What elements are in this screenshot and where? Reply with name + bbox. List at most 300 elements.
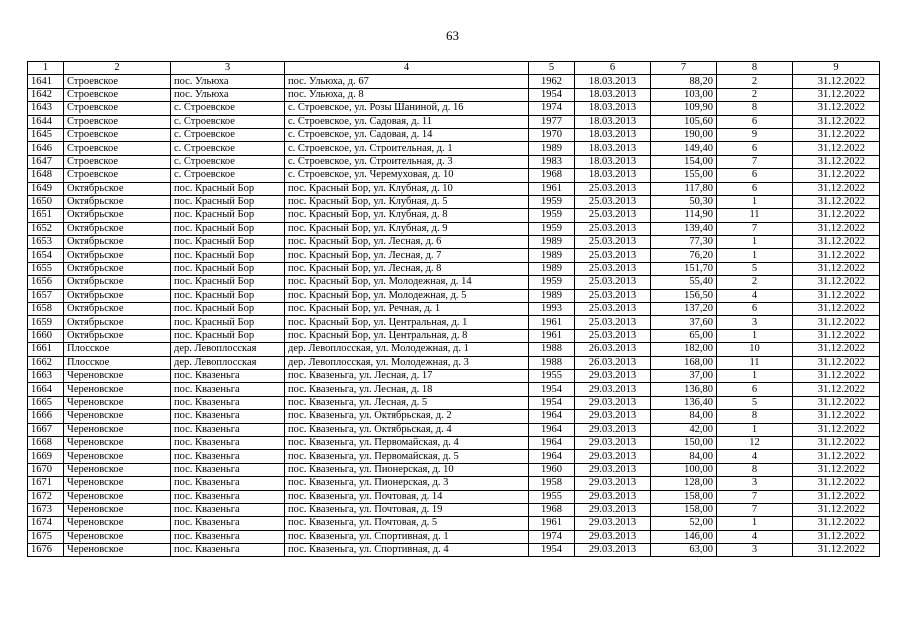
address-cell: с. Строевское, ул. Строительная, д. 1 — [285, 142, 529, 155]
column-header-6: 6 — [575, 62, 651, 75]
table-row — [28, 209, 880, 222]
table-row — [28, 503, 880, 516]
area-value-cell: 168,00 — [651, 356, 717, 369]
address-cell: пос. Красный Бор, ул. Лесная, д. 7 — [285, 249, 529, 262]
year-built-cell: 1964 — [529, 410, 575, 423]
year-built-cell: 1961 — [529, 316, 575, 329]
residents-count-cell: 1 — [717, 369, 793, 382]
residents-count-cell: 10 — [717, 343, 793, 356]
area-value-cell: 65,00 — [651, 329, 717, 342]
table-row — [28, 463, 880, 476]
registration-date-cell: 29.03.2013 — [575, 530, 651, 543]
locality-cell: пос. Красный Бор — [171, 316, 285, 329]
residents-count-cell: 1 — [717, 517, 793, 530]
locality-cell: пос. Квазеньга — [171, 369, 285, 382]
table-row — [28, 329, 880, 342]
residents-count-cell: 8 — [717, 410, 793, 423]
deadline-date-cell: 31.12.2022 — [793, 75, 880, 88]
settlement-area-cell: Плосское — [64, 356, 171, 369]
year-built-cell: 1961 — [529, 329, 575, 342]
deadline-date-cell: 31.12.2022 — [793, 343, 880, 356]
deadline-date-cell: 31.12.2022 — [793, 155, 880, 168]
deadline-date-cell: 31.12.2022 — [793, 490, 880, 503]
deadline-date-cell: 31.12.2022 — [793, 128, 880, 141]
column-header-1: 1 — [28, 62, 64, 75]
settlement-area-cell: Строевское — [64, 169, 171, 182]
table-row — [28, 75, 880, 88]
area-value-cell: 158,00 — [651, 490, 717, 503]
locality-cell: с. Строевское — [171, 142, 285, 155]
year-built-cell: 1954 — [529, 88, 575, 101]
column-header-7: 7 — [651, 62, 717, 75]
deadline-date-cell: 31.12.2022 — [793, 276, 880, 289]
settlement-area-cell: Череновское — [64, 530, 171, 543]
table-row — [28, 276, 880, 289]
year-built-cell: 1989 — [529, 142, 575, 155]
deadline-date-cell: 31.12.2022 — [793, 303, 880, 316]
deadline-date-cell: 31.12.2022 — [793, 115, 880, 128]
registration-date-cell: 25.03.2013 — [575, 303, 651, 316]
locality-cell: пос. Ульюха — [171, 88, 285, 101]
row-number-cell: 1674 — [28, 517, 64, 530]
settlement-area-cell: Череновское — [64, 503, 171, 516]
year-built-cell: 1954 — [529, 383, 575, 396]
locality-cell: пос. Красный Бор — [171, 276, 285, 289]
deadline-date-cell: 31.12.2022 — [793, 262, 880, 275]
row-number-cell: 1664 — [28, 383, 64, 396]
residents-count-cell: 7 — [717, 222, 793, 235]
address-cell: пос. Квазеньга, ул. Почтовая, д. 14 — [285, 490, 529, 503]
locality-cell: пос. Квазеньга — [171, 463, 285, 476]
locality-cell: пос. Красный Бор — [171, 209, 285, 222]
area-value-cell: 42,00 — [651, 423, 717, 436]
locality-cell: пос. Квазеньга — [171, 477, 285, 490]
table-row — [28, 544, 880, 557]
year-built-cell: 1961 — [529, 517, 575, 530]
address-cell: пос. Квазеньга, ул. Спортивная, д. 4 — [285, 544, 529, 557]
residents-count-cell: 8 — [717, 102, 793, 115]
locality-cell: пос. Красный Бор — [171, 195, 285, 208]
deadline-date-cell: 31.12.2022 — [793, 142, 880, 155]
settlement-area-cell: Череновское — [64, 477, 171, 490]
address-cell: пос. Красный Бор, ул. Центральная, д. 1 — [285, 316, 529, 329]
address-cell: пос. Квазеньга, ул. Первомайская, д. 5 — [285, 450, 529, 463]
settlement-area-cell: Строевское — [64, 142, 171, 155]
year-built-cell: 1988 — [529, 343, 575, 356]
row-number-cell: 1654 — [28, 249, 64, 262]
row-number-cell: 1646 — [28, 142, 64, 155]
year-built-cell: 1977 — [529, 115, 575, 128]
registration-date-cell: 29.03.2013 — [575, 544, 651, 557]
address-cell: с. Строевское, ул. Садовая, д. 11 — [285, 115, 529, 128]
settlement-area-cell: Октябрьское — [64, 329, 171, 342]
residents-count-cell: 6 — [717, 115, 793, 128]
address-cell: пос. Красный Бор, ул. Молодежная, д. 5 — [285, 289, 529, 302]
settlement-area-cell: Строевское — [64, 128, 171, 141]
registration-date-cell: 29.03.2013 — [575, 450, 651, 463]
settlement-area-cell: Череновское — [64, 517, 171, 530]
area-value-cell: 158,00 — [651, 503, 717, 516]
address-cell: пос. Квазеньга, ул. Лесная, д. 5 — [285, 396, 529, 409]
area-value-cell: 103,00 — [651, 88, 717, 101]
year-built-cell: 1959 — [529, 222, 575, 235]
registration-date-cell: 18.03.2013 — [575, 115, 651, 128]
row-number-cell: 1641 — [28, 75, 64, 88]
residents-count-cell: 9 — [717, 128, 793, 141]
residents-count-cell: 1 — [717, 195, 793, 208]
table-row — [28, 115, 880, 128]
row-number-cell: 1650 — [28, 195, 64, 208]
residents-count-cell: 6 — [717, 182, 793, 195]
area-value-cell: 114,90 — [651, 209, 717, 222]
address-cell: пос. Красный Бор, ул. Центральная, д. 8 — [285, 329, 529, 342]
area-value-cell: 50,30 — [651, 195, 717, 208]
address-cell: дер. Левоплосская, ул. Молодежная, д. 3 — [285, 356, 529, 369]
area-value-cell: 88,20 — [651, 75, 717, 88]
deadline-date-cell: 31.12.2022 — [793, 102, 880, 115]
deadline-date-cell: 31.12.2022 — [793, 329, 880, 342]
settlement-area-cell: Октябрьское — [64, 289, 171, 302]
residents-count-cell: 7 — [717, 503, 793, 516]
locality-cell: с. Строевское — [171, 102, 285, 115]
table-row — [28, 410, 880, 423]
settlement-area-cell: Октябрьское — [64, 195, 171, 208]
year-built-cell: 1989 — [529, 289, 575, 302]
registration-date-cell: 29.03.2013 — [575, 463, 651, 476]
table-row — [28, 155, 880, 168]
registration-date-cell: 18.03.2013 — [575, 155, 651, 168]
row-number-cell: 1668 — [28, 436, 64, 449]
address-cell: пос. Красный Бор, ул. Клубная, д. 9 — [285, 222, 529, 235]
row-number-cell: 1645 — [28, 128, 64, 141]
address-cell: пос. Ульюха, д. 8 — [285, 88, 529, 101]
table-row — [28, 249, 880, 262]
settlement-area-cell: Строевское — [64, 75, 171, 88]
page-number: 63 — [446, 28, 459, 43]
locality-cell: пос. Квазеньга — [171, 544, 285, 557]
locality-cell: пос. Красный Бор — [171, 262, 285, 275]
year-built-cell: 1968 — [529, 503, 575, 516]
row-number-cell: 1663 — [28, 369, 64, 382]
row-number-cell: 1658 — [28, 303, 64, 316]
area-value-cell: 109,90 — [651, 102, 717, 115]
table-row — [28, 222, 880, 235]
area-value-cell: 149,40 — [651, 142, 717, 155]
locality-cell: пос. Красный Бор — [171, 182, 285, 195]
row-number-cell: 1667 — [28, 423, 64, 436]
table-row — [28, 169, 880, 182]
area-value-cell: 137,20 — [651, 303, 717, 316]
settlement-area-cell: Череновское — [64, 450, 171, 463]
locality-cell: пос. Квазеньга — [171, 530, 285, 543]
residents-count-cell: 1 — [717, 329, 793, 342]
deadline-date-cell: 31.12.2022 — [793, 182, 880, 195]
area-value-cell: 154,00 — [651, 155, 717, 168]
table-row — [28, 450, 880, 463]
row-number-cell: 1659 — [28, 316, 64, 329]
row-number-cell: 1666 — [28, 410, 64, 423]
year-built-cell: 1974 — [529, 530, 575, 543]
registration-date-cell: 25.03.2013 — [575, 182, 651, 195]
row-number-cell: 1643 — [28, 102, 64, 115]
area-value-cell: 139,40 — [651, 222, 717, 235]
settlement-area-cell: Строевское — [64, 88, 171, 101]
table-body — [28, 75, 880, 557]
row-number-cell: 1662 — [28, 356, 64, 369]
registration-date-cell: 29.03.2013 — [575, 436, 651, 449]
settlement-area-cell: Октябрьское — [64, 236, 171, 249]
year-built-cell: 1968 — [529, 169, 575, 182]
table-row — [28, 88, 880, 101]
residents-count-cell: 3 — [717, 316, 793, 329]
area-value-cell: 37,60 — [651, 316, 717, 329]
locality-cell: с. Строевское — [171, 128, 285, 141]
year-built-cell: 1989 — [529, 249, 575, 262]
settlement-area-cell: Октябрьское — [64, 276, 171, 289]
year-built-cell: 1955 — [529, 490, 575, 503]
residents-count-cell: 11 — [717, 209, 793, 222]
address-cell: пос. Квазеньга, ул. Пионерская, д. 3 — [285, 477, 529, 490]
registration-date-cell: 25.03.2013 — [575, 289, 651, 302]
area-value-cell: 190,00 — [651, 128, 717, 141]
address-cell: пос. Квазеньга, ул. Октябрьская, д. 2 — [285, 410, 529, 423]
row-number-cell: 1657 — [28, 289, 64, 302]
residents-count-cell: 4 — [717, 530, 793, 543]
area-value-cell: 84,00 — [651, 410, 717, 423]
locality-cell: пос. Квазеньга — [171, 450, 285, 463]
column-header-5: 5 — [529, 62, 575, 75]
registration-date-cell: 29.03.2013 — [575, 490, 651, 503]
area-value-cell: 37,00 — [651, 369, 717, 382]
row-number-cell: 1651 — [28, 209, 64, 222]
residents-count-cell: 7 — [717, 490, 793, 503]
locality-cell: пос. Квазеньга — [171, 383, 285, 396]
locality-cell: пос. Красный Бор — [171, 303, 285, 316]
area-value-cell: 55,40 — [651, 276, 717, 289]
year-built-cell: 1989 — [529, 262, 575, 275]
area-value-cell: 151,70 — [651, 262, 717, 275]
deadline-date-cell: 31.12.2022 — [793, 356, 880, 369]
address-cell: пос. Красный Бор, ул. Лесная, д. 8 — [285, 262, 529, 275]
deadline-date-cell: 31.12.2022 — [793, 209, 880, 222]
registration-date-cell: 25.03.2013 — [575, 249, 651, 262]
year-built-cell: 1970 — [529, 128, 575, 141]
year-built-cell: 1962 — [529, 75, 575, 88]
table-row — [28, 343, 880, 356]
locality-cell: пос. Красный Бор — [171, 236, 285, 249]
locality-cell: пос. Красный Бор — [171, 249, 285, 262]
locality-cell: дер. Левоплосская — [171, 356, 285, 369]
area-value-cell: 156,50 — [651, 289, 717, 302]
area-value-cell: 136,80 — [651, 383, 717, 396]
row-number-cell: 1660 — [28, 329, 64, 342]
residents-count-cell: 1 — [717, 249, 793, 262]
locality-cell: пос. Красный Бор — [171, 329, 285, 342]
year-built-cell: 1955 — [529, 369, 575, 382]
registration-date-cell: 18.03.2013 — [575, 128, 651, 141]
settlement-area-cell: Октябрьское — [64, 316, 171, 329]
deadline-date-cell: 31.12.2022 — [793, 249, 880, 262]
locality-cell: дер. Левоплосская — [171, 343, 285, 356]
year-built-cell: 1964 — [529, 423, 575, 436]
address-cell: с. Строевское, ул. Черемуховая, д. 10 — [285, 169, 529, 182]
deadline-date-cell: 31.12.2022 — [793, 195, 880, 208]
table-row — [28, 490, 880, 503]
locality-cell: с. Строевское — [171, 169, 285, 182]
registration-date-cell: 29.03.2013 — [575, 410, 651, 423]
area-value-cell: 117,80 — [651, 182, 717, 195]
table-row — [28, 530, 880, 543]
deadline-date-cell: 31.12.2022 — [793, 88, 880, 101]
row-number-cell: 1673 — [28, 503, 64, 516]
area-value-cell: 128,00 — [651, 477, 717, 490]
deadline-date-cell: 31.12.2022 — [793, 316, 880, 329]
row-number-cell: 1655 — [28, 262, 64, 275]
table-row — [28, 195, 880, 208]
deadline-date-cell: 31.12.2022 — [793, 544, 880, 557]
year-built-cell: 1974 — [529, 102, 575, 115]
deadline-date-cell: 31.12.2022 — [793, 169, 880, 182]
year-built-cell: 1988 — [529, 356, 575, 369]
settlement-area-cell: Октябрьское — [64, 222, 171, 235]
address-cell: пос. Ульюха, д. 67 — [285, 75, 529, 88]
row-number-cell: 1642 — [28, 88, 64, 101]
address-cell: пос. Квазеньга, ул. Спортивная, д. 1 — [285, 530, 529, 543]
year-built-cell: 1959 — [529, 195, 575, 208]
year-built-cell: 1954 — [529, 544, 575, 557]
row-number-cell: 1672 — [28, 490, 64, 503]
registration-date-cell: 29.03.2013 — [575, 517, 651, 530]
year-built-cell: 1989 — [529, 236, 575, 249]
residents-count-cell: 6 — [717, 169, 793, 182]
residents-count-cell: 5 — [717, 262, 793, 275]
residents-count-cell: 6 — [717, 142, 793, 155]
residents-count-cell: 4 — [717, 289, 793, 302]
row-number-cell: 1670 — [28, 463, 64, 476]
registration-date-cell: 25.03.2013 — [575, 276, 651, 289]
address-cell: с. Строевское, ул. Розы Шаниной, д. 16 — [285, 102, 529, 115]
area-value-cell: 136,40 — [651, 396, 717, 409]
residents-count-cell: 4 — [717, 450, 793, 463]
residents-count-cell: 3 — [717, 477, 793, 490]
address-cell: пос. Красный Бор, ул. Лесная, д. 6 — [285, 236, 529, 249]
table-row — [28, 262, 880, 275]
table-row — [28, 142, 880, 155]
address-cell: пос. Квазеньга, ул. Пионерская, д. 10 — [285, 463, 529, 476]
table-row — [28, 182, 880, 195]
residents-count-cell: 7 — [717, 155, 793, 168]
deadline-date-cell: 31.12.2022 — [793, 289, 880, 302]
registration-date-cell: 29.03.2013 — [575, 477, 651, 490]
locality-cell: пос. Квазеньга — [171, 517, 285, 530]
settlement-area-cell: Череновское — [64, 463, 171, 476]
row-number-cell: 1644 — [28, 115, 64, 128]
area-value-cell: 84,00 — [651, 450, 717, 463]
address-cell: с. Строевское, ул. Строительная, д. 3 — [285, 155, 529, 168]
registration-date-cell: 25.03.2013 — [575, 195, 651, 208]
locality-cell: с. Строевское — [171, 155, 285, 168]
column-header-8: 8 — [717, 62, 793, 75]
settlement-area-cell: Октябрьское — [64, 209, 171, 222]
settlement-area-cell: Плосское — [64, 343, 171, 356]
area-value-cell: 52,00 — [651, 517, 717, 530]
row-number-cell: 1671 — [28, 477, 64, 490]
table-header-row — [28, 62, 880, 75]
address-cell: пос. Красный Бор, ул. Молодежная, д. 14 — [285, 276, 529, 289]
year-built-cell: 1960 — [529, 463, 575, 476]
address-cell: с. Строевское, ул. Садовая, д. 14 — [285, 128, 529, 141]
address-cell: пос. Квазеньга, ул. Первомайская, д. 4 — [285, 436, 529, 449]
residents-count-cell: 6 — [717, 383, 793, 396]
area-value-cell: 146,00 — [651, 530, 717, 543]
deadline-date-cell: 31.12.2022 — [793, 503, 880, 516]
column-header-4: 4 — [285, 62, 529, 75]
deadline-date-cell: 31.12.2022 — [793, 517, 880, 530]
registration-date-cell: 29.03.2013 — [575, 396, 651, 409]
locality-cell: пос. Квазеньга — [171, 423, 285, 436]
settlement-area-cell: Октябрьское — [64, 249, 171, 262]
row-number-cell: 1656 — [28, 276, 64, 289]
settlement-area-cell: Октябрьское — [64, 303, 171, 316]
address-cell: пос. Красный Бор, ул. Клубная, д. 8 — [285, 209, 529, 222]
address-cell: пос. Квазеньга, ул. Октябрьская, д. 4 — [285, 423, 529, 436]
settlement-area-cell: Череновское — [64, 383, 171, 396]
area-value-cell: 155,00 — [651, 169, 717, 182]
table-row — [28, 436, 880, 449]
registration-date-cell: 18.03.2013 — [575, 142, 651, 155]
residents-count-cell: 1 — [717, 236, 793, 249]
deadline-date-cell: 31.12.2022 — [793, 436, 880, 449]
registration-date-cell: 18.03.2013 — [575, 75, 651, 88]
row-number-cell: 1675 — [28, 530, 64, 543]
table-row — [28, 477, 880, 490]
address-cell: пос. Квазеньга, ул. Лесная, д. 18 — [285, 383, 529, 396]
residents-count-cell: 11 — [717, 356, 793, 369]
residents-count-cell: 8 — [717, 463, 793, 476]
residents-count-cell: 1 — [717, 423, 793, 436]
address-cell: пос. Квазеньга, ул. Лесная, д. 17 — [285, 369, 529, 382]
settlement-area-cell: Череновское — [64, 490, 171, 503]
deadline-date-cell: 31.12.2022 — [793, 222, 880, 235]
area-value-cell: 150,00 — [651, 436, 717, 449]
settlement-area-cell: Череновское — [64, 436, 171, 449]
table-row — [28, 356, 880, 369]
settlement-area-cell: Строевское — [64, 115, 171, 128]
residents-count-cell: 5 — [717, 396, 793, 409]
table-row — [28, 289, 880, 302]
residents-count-cell: 2 — [717, 276, 793, 289]
deadline-date-cell: 31.12.2022 — [793, 410, 880, 423]
settlement-area-cell: Череновское — [64, 544, 171, 557]
row-number-cell: 1665 — [28, 396, 64, 409]
registration-date-cell: 29.03.2013 — [575, 383, 651, 396]
residents-count-cell: 2 — [717, 75, 793, 88]
table-row — [28, 128, 880, 141]
deadline-date-cell: 31.12.2022 — [793, 530, 880, 543]
year-built-cell: 1959 — [529, 209, 575, 222]
registration-date-cell: 29.03.2013 — [575, 423, 651, 436]
settlement-area-cell: Строевское — [64, 102, 171, 115]
year-built-cell: 1983 — [529, 155, 575, 168]
settlement-area-cell: Октябрьское — [64, 262, 171, 275]
registration-date-cell: 25.03.2013 — [575, 329, 651, 342]
residents-count-cell: 12 — [717, 436, 793, 449]
residents-count-cell: 2 — [717, 88, 793, 101]
settlement-area-cell: Череновское — [64, 396, 171, 409]
address-cell: дер. Левоплосская, ул. Молодежная, д. 1 — [285, 343, 529, 356]
settlement-area-cell: Череновское — [64, 369, 171, 382]
locality-cell: пос. Ульюха — [171, 75, 285, 88]
